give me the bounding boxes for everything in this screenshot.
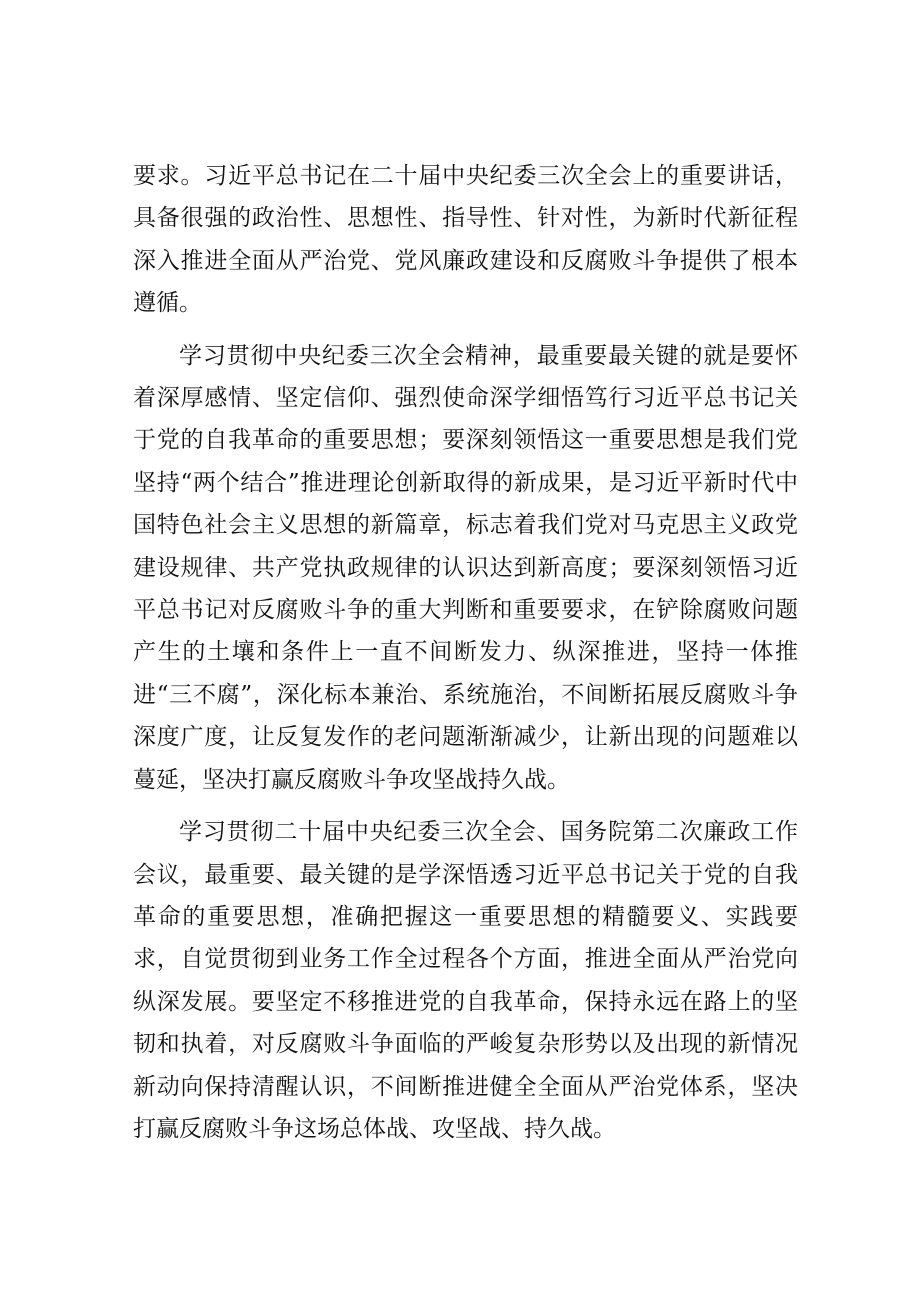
paragraph-2: 学习贯彻中央纪委三次全会精神，最重要最关键的就是要怀着深厚感情、坚定信仰、强烈使命深学细悟笃行习近平总书记关于党的自我革命的重要思想；要深刻领悟这一重要思想是我们党坚持“两个结合”推进理论创新取得的新成果，是习近平新时代中国特色社会主义思想的新篇章，标志着我们党对马克思主义政党建设规律、共产党执政规律的认识达到新高度；要深刻领悟习近平总书记对反腐败斗争的重大判断和重要要求，在铲除腐败问题产生的土壤和条件上一直不间断发力、纵深推进，坚持一体推进“三不腐”，深化标本兼治、系统施治，不间断拓展反腐败斗争深度广度，让反复发作的老问题渐渐减少，让新出现的问题难以蔓延，坚决打赢反腐败斗争攻坚战持久战。 xyxy=(133,342,798,793)
document-body xyxy=(133,155,798,1160)
paragraph-1: 要求。习近平总书记在二十届中央纪委三次全会上的重要讲话，具备很强的政治性、思想性、指导性、针对性，为新时代新征程深入推进全面从严治党、党风廉政建设和反腐败斗争提供了根本遵循。 xyxy=(133,163,798,317)
paragraph-3: 学习贯彻二十届中央纪委三次全会、国务院第二次廉政工作会议，最重要、最关键的是学深悟透习近平总书记关于党的自我革命的重要思想，准确把握这一重要思想的精髓要义、实践要求，自觉贯彻到业务工作全过程各个方面，推进全面从严治党向纵深发展。要坚定不移推进党的自我革命，保持永远在路上的坚韧和执着，对反腐败斗争面临的严峻复杂形势以及出现的新情况新动向保持清醒认识，不间断推进健全全面从严治党体系，坚决打赢反腐败斗争这场总体战、攻坚战、持久战。 xyxy=(133,819,798,1142)
